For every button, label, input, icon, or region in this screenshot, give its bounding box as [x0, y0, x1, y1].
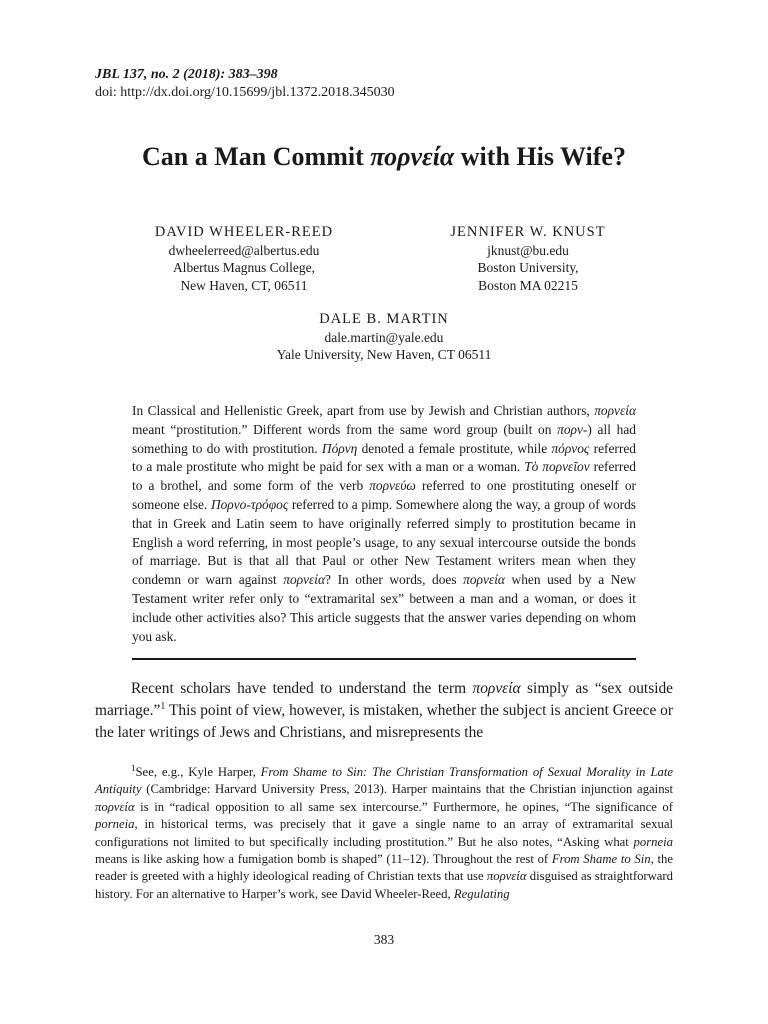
- author-block: [184, 311, 584, 364]
- greek-term: Τὸ πορνεῖον: [524, 459, 590, 475]
- article-title: [60, 140, 708, 174]
- abstract-text: denoted a female prostitute, while: [357, 440, 552, 456]
- body-text: Recent scholars have tended to understand the term: [131, 680, 473, 697]
- greek-term: Πορνο-τρόφος: [210, 496, 289, 512]
- title-greek-term: πορνεία: [370, 142, 455, 171]
- greek-term: πορνεύω: [369, 478, 416, 494]
- italic-term: porneia: [633, 834, 673, 849]
- greek-term: πορνεία: [486, 869, 527, 884]
- footnote-text: is in “radical opposition to all same sex intercourse.” Furthermore, he opines, “The significance of: [134, 799, 673, 814]
- body-text: This point of view, however, is mistaken, whether the subject is ancient Greece or the later writings of Jews and Christians, and misrepresents the: [95, 701, 673, 741]
- author-email[interactable]: jknust@bu.edu: [487, 242, 569, 258]
- author-block: [410, 224, 646, 294]
- footnote-ref[interactable]: 1: [160, 700, 166, 712]
- abstract-text: In Classical and Hellenistic Greek, apart from use by Jewish and Christian authors,: [132, 403, 595, 418]
- abstract-text: ) all had something to do with prostitution.: [132, 421, 636, 456]
- abstract-text: meant “prostitution.” Different words from the same word group (built on: [132, 421, 558, 437]
- footnote-text: See, e.g., Kyle Harper,: [135, 765, 261, 779]
- abstract-text: when used by a New Testament writer refer only to “extramarital sex” between a man and a woman, or does it include other activities also? This article suggests that the answer varies depending on whom you ask.: [132, 572, 637, 644]
- book-title: From Shame to Sin: The Christian Transformation of Sexual Morality in Late Antiquity: [95, 765, 673, 797]
- book-title: Regulating: [453, 886, 510, 901]
- greek-term: πορνεία: [594, 403, 636, 418]
- footnote-text: , the reader is greeted with a highly ideological reading of Christian texts that use: [95, 852, 673, 884]
- abstract-text: referred to one prostituting oneself or someone else.: [132, 478, 636, 512]
- abstract-text: ? In other words, does: [325, 572, 464, 588]
- abstract-text: referred to a brothel, and some form of the verb: [132, 459, 636, 494]
- author-email[interactable]: dwheelerreed@albertus.edu: [168, 242, 320, 258]
- title-part: Can a Man Commit: [142, 142, 371, 171]
- journal-citation: JBL 137, no. 2 (2018): 383–398: [95, 67, 278, 82]
- page-number: 383: [373, 932, 395, 947]
- body-paragraph: [95, 678, 673, 743]
- author-affiliation: Boston University,: [477, 260, 579, 275]
- footnote-text: means is like asking how a fumigation bomb is shaped” (11–12). Throughout the rest of: [95, 852, 552, 867]
- italic-term: porneia: [95, 817, 135, 832]
- greek-term: πορνεία: [283, 572, 326, 588]
- author-name: JENNIFER W. KNUST: [450, 224, 606, 240]
- author-affiliation: Albertus Magnus College,: [172, 260, 316, 275]
- footnote-number: 1: [131, 762, 136, 773]
- author-name: DALE B. MARTIN: [319, 311, 449, 327]
- footnote-text: disguised as straightforward history. For an alternative to Harper’s work, see David Wheeler-Reed,: [95, 869, 673, 901]
- greek-term: Πόρνη: [321, 440, 358, 456]
- abstract-divider: [132, 658, 636, 660]
- greek-term: πόρνος: [551, 440, 590, 456]
- greek-term: πορνεία: [472, 680, 521, 697]
- greek-term: πορνεία: [95, 799, 135, 814]
- author-email[interactable]: dale.martin@yale.edu: [324, 329, 444, 345]
- title-part: with His Wife?: [454, 142, 626, 171]
- author-block: [120, 224, 368, 294]
- abstract-text: referred to a pimp. Somewhere along the way, a group of words that in Greek and Latin seem to have originally referred simply to prostitution became in English a word referring, in most people’s usage, to any sexual intercourse outside the bonds of marriage. But is that all that Paul or other New Testament writers mean when they condemn or warn against: [132, 496, 636, 588]
- author-address: New Haven, CT, 06511: [180, 277, 308, 293]
- abstract-text: referred to a male prostitute who might be paid for sex with a man or a woman.: [132, 440, 636, 475]
- footnote-text: , in historical terms, was precisely that it gave a single name to an array of extramarital sexual configurations not limited to but specifically including prostitution.” But he also notes, “Asking what: [95, 817, 673, 849]
- author-address: Boston MA 02215: [478, 277, 578, 293]
- body-text: simply as “sex outside marriage.”: [95, 680, 673, 719]
- footnote-text: (Cambridge: Harvard University Press, 2013). Harper maintains that the Christian injunction against: [141, 782, 673, 797]
- footnote: [95, 764, 673, 903]
- book-title: From Shame to Sin: [551, 852, 651, 867]
- greek-term: πορνεία: [463, 572, 505, 588]
- author-affiliation: Yale University, New Haven, CT 06511: [276, 347, 492, 362]
- doi-link[interactable]: doi: http://dx.doi.org/10.15699/jbl.1372.2018.345030: [95, 85, 395, 100]
- greek-term: πορν-: [557, 421, 588, 437]
- author-name: DAVID WHEELER-REED: [154, 224, 334, 240]
- citation-header: [95, 66, 395, 102]
- abstract: [132, 402, 636, 646]
